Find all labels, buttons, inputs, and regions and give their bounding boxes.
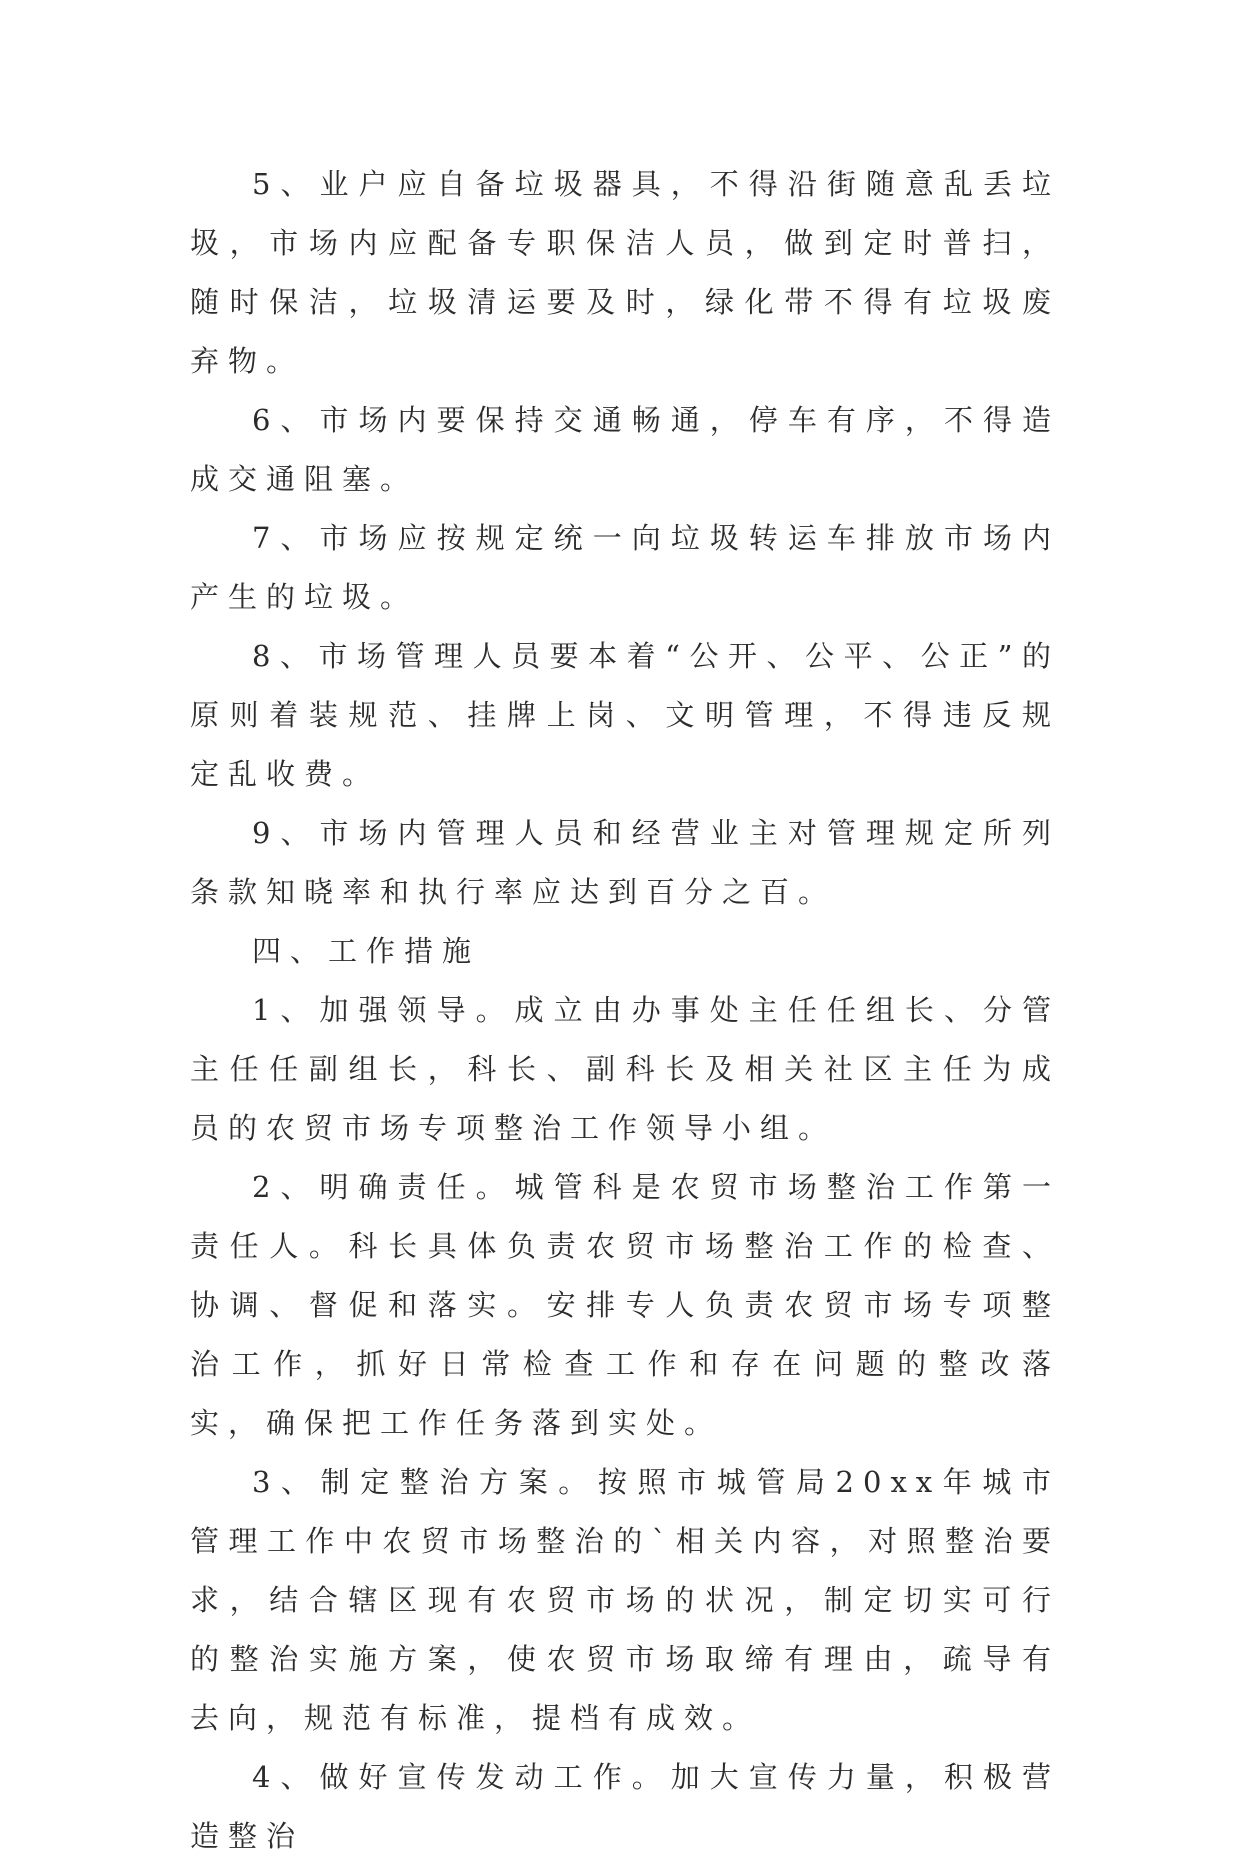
document-body <box>190 155 1060 1866</box>
measure-item-1: 1、加强领导。成立由办事处主任任组长、分管主任任副组长，科长、副科长及相关社区主任为成员的农贸市场专项整治工作领导小组。 <box>190 993 1060 1145</box>
measure-item-4: 4、做好宣传发动工作。加大宣传力量，积极营造整治 <box>190 1760 1060 1853</box>
paragraph-item-5: 5、业户应自备垃圾器具，不得沿街随意乱丢垃圾，市场内应配备专职保洁人员，做到定时普扫，随时保洁，垃圾清运要及时，绿化带不得有垃圾废弃物。 <box>190 167 1060 378</box>
section-heading: 四、工作措施 <box>252 934 481 968</box>
measure-item-3: 3、制定整治方案。按照市城管局20xx年城市管理工作中农贸市场整治的`相关内容，对照整治要求，结合辖区现有农贸市场的状况，制定切实可行的整治实施方案，使农贸市场取缔有理由，疏导有去向，规范有标准，提档有成效。 <box>190 1465 1060 1735</box>
paragraph-item-8: 8、市场管理人员要本着“公开、公平、公正”的原则着装规范、挂牌上岗、文明管理，不得违反规定乱收费。 <box>190 639 1060 791</box>
measure-item-2: 2、明确责任。城管科是农贸市场整治工作第一责任人。科长具体负责农贸市场整治工作的检查、协调、督促和落实。安排专人负责农贸市场专项整治工作，抓好日常检查工作和存在问题的整改落实，确保把工作任务落到实处。 <box>190 1170 1060 1440</box>
paragraph-item-6: 6、市场内要保持交通畅通，停车有序，不得造成交通阻塞。 <box>190 403 1060 496</box>
paragraph-item-9: 9、市场内管理人员和经营业主对管理规定所列条款知晓率和执行率应达到百分之百。 <box>190 816 1060 909</box>
paragraph-item-7: 7、市场应按规定统一向垃圾转运车排放市场内产生的垃圾。 <box>190 521 1060 614</box>
